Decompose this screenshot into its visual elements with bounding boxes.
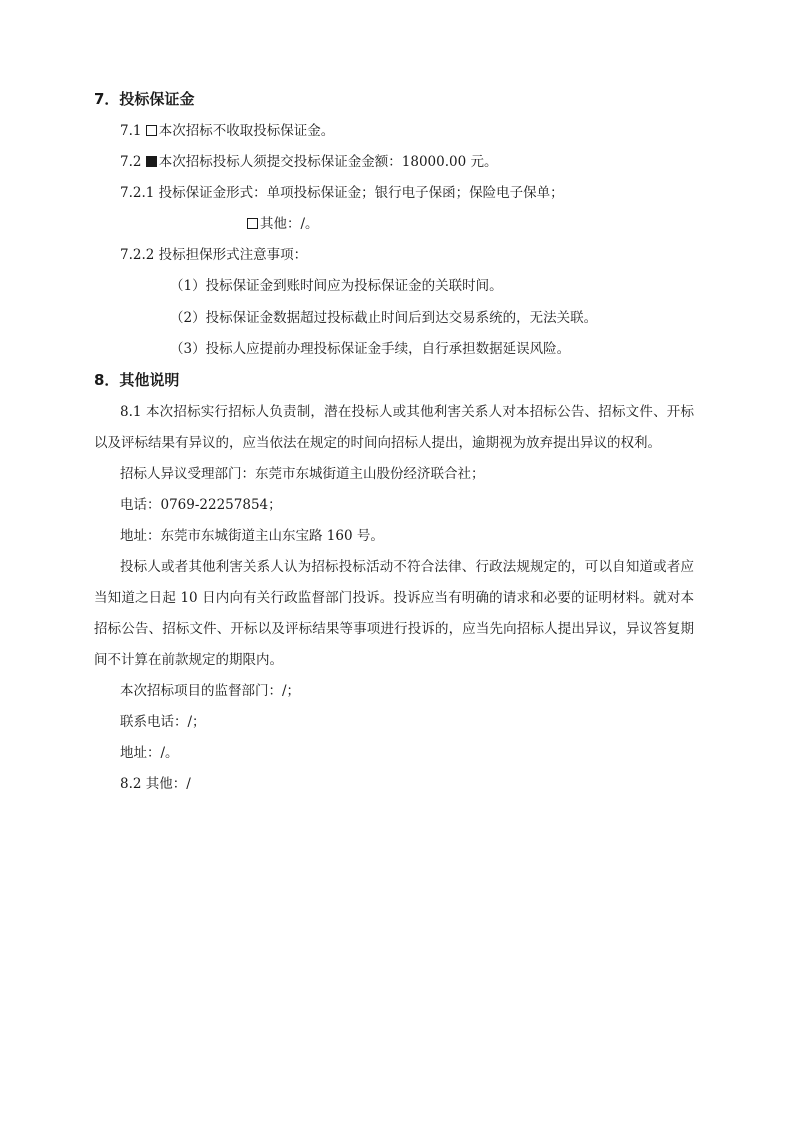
contact-phone-line: 联系电话：/； — [120, 714, 206, 730]
item-7-1 — [120, 122, 334, 140]
item-7-2-number: 7.2 — [120, 154, 142, 170]
complaint-paragraph: 投标人或者其他利害关系人认为招标投标活动不符合法律、行政法规规定的，可以自知道或者应当知道之日起 10 日内向有关行政监督部门投诉。投诉应当有明确的请求和必要的证明材料。就对本招标公告、招标文件、开标以及评标结果等事项进行投诉的，应当先向招标人提出异议，异议答复期间不计算在前款规定的期限内。 — [94, 559, 694, 668]
unchecked-checkbox-icon — [247, 218, 258, 229]
unchecked-checkbox-icon — [146, 125, 157, 136]
paragraph-8-1: 8.1 本次招标实行招标人负责制，潜在投标人或其他利害关系人对本招标公告、招标文件、开标以及评标结果有异议的，应当依法在规定的时间向招标人提出，逾期视为放弃提出异议的权利。 — [94, 404, 694, 451]
dept-line: 招标人异议受理部门：东莞市东城街道主山股份经济联合社； — [120, 466, 485, 482]
phone-line: 电话：0769-22257854； — [120, 497, 282, 513]
supervision-address-line: 地址：/。 — [120, 745, 179, 761]
item-other-text: 其他：/。 — [260, 216, 319, 232]
item-7-1-text: 本次招标不收取投标保证金。 — [158, 123, 335, 139]
note-item: （2）投标保证金数据超过投标截止时间后到达交易系统的，无法关联。 — [170, 310, 598, 326]
checked-checkbox-icon — [146, 156, 157, 167]
note-item: （3）投标人应提前办理投标保证金手续，自行承担数据延误风险。 — [170, 341, 571, 357]
section-7-heading: 7．投标保证金 — [94, 90, 195, 108]
item-8-2: 8.2 其他：/ — [120, 776, 191, 792]
item-7-2-1: 7.2.1 投标保证金形式：单项投标保证金；银行电子保函；保险电子保单； — [120, 185, 564, 201]
item-7-2 — [120, 153, 498, 171]
item-other — [247, 215, 319, 233]
item-7-2-2: 7.2.2 投标担保形式注意事项： — [120, 247, 308, 263]
item-7-2-text: 本次招标投标人须提交投标保证金金额：18000.00 元。 — [158, 154, 498, 170]
item-7-1-number: 7.1 — [120, 123, 142, 139]
section-8-heading: 8．其他说明 — [94, 371, 180, 389]
address-line: 地址：东莞市东城街道主山东宝路 160 号。 — [120, 528, 384, 544]
supervision-line: 本次招标项目的监督部门：/； — [120, 683, 301, 699]
note-item: （1）投标保证金到账时间应为投标保证金的关联时间。 — [170, 278, 503, 294]
